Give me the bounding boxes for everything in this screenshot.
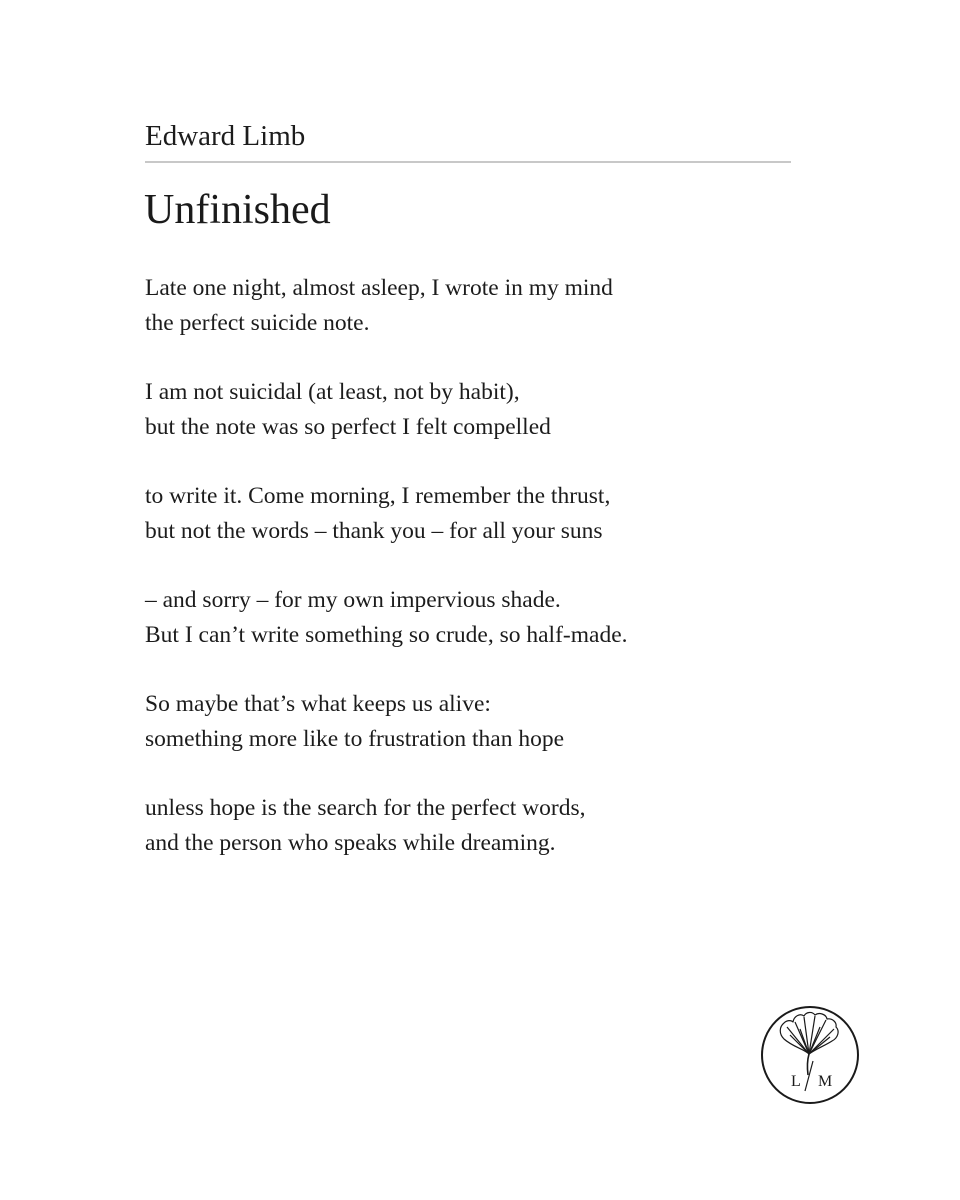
poem-line: something more like to frustration than hope [145,725,564,752]
poem-line: unless hope is the search for the perfect words, [145,795,586,821]
poem-line: and the person who speaks while dreaming. [145,829,556,856]
logo-letter-right: M [818,1073,833,1090]
ginkgo-leaf-icon [780,1012,838,1075]
stanza [145,271,785,340]
stanza [145,583,785,652]
poem-title: Unfinished [144,187,331,233]
stanza [145,479,785,548]
poem-line: the perfect suicide note. [145,309,370,336]
publisher-logo [760,1005,860,1105]
logo-slash [805,1061,813,1091]
header-divider [145,161,791,163]
stanza [145,687,785,756]
poem-line: Late one night, almost asleep, I wrote in my mind [145,275,613,301]
poem-line: to write it. Come morning, I remember the thrust, [145,483,611,509]
stanza [145,791,785,860]
poem-line: – and sorry – for my own impervious shade. [145,587,561,613]
poem-line: I am not suicidal (at least, not by habit), [145,379,520,405]
poem-line: So maybe that’s what keeps us alive: [145,691,491,717]
poem-line: But I can’t write something so crude, so half-made. [145,621,628,648]
poem-body [145,271,785,895]
poem-line: but not the words – thank you – for all your suns [145,517,603,544]
stanza [145,375,785,444]
logo-letter-left: L [791,1073,801,1090]
logo-emblem [760,1005,860,1105]
author-name: Edward Limb [145,120,306,152]
poem-line: but the note was so perfect I felt compelled [145,413,551,440]
